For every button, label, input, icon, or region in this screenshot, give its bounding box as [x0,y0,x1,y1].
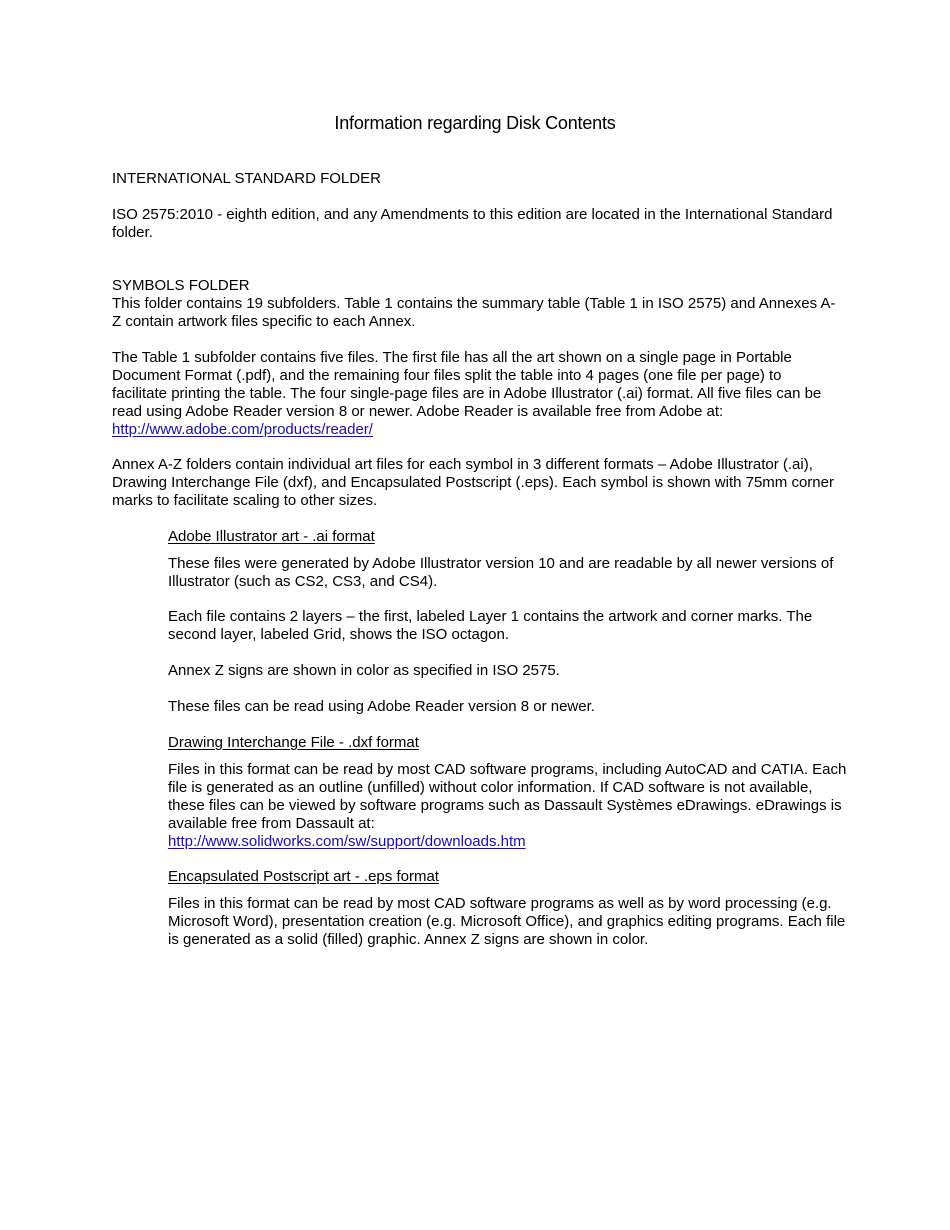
solidworks-downloads-link[interactable]: http://www.solidworks.com/sw/support/downloads.htm [168,833,526,850]
table1-paragraph [112,349,837,439]
dxf-format-paragraph [168,761,848,851]
ai-format-paragraph-3: Annex Z signs are shown in color as specified in ISO 2575. [168,662,560,679]
ai-format-paragraph-1: These files were generated by Adobe Illustrator version 10 and are readable by all newer versions of Illustrator (such as CS2, CS3, and CS4). [168,555,834,590]
adobe-reader-link[interactable]: http://www.adobe.com/products/reader/ [112,421,373,438]
dxf-format-text: Files in this format can be read by most CAD software programs, including AutoCAD and CATIA. Each file is generated as an outline (unfilled) without color information. If CAD software is not available, these files can be viewed by software programs such as Dassault Systèmes eDrawings. eDrawings is available free from Dassault at: [168,761,847,832]
page-title: Information regarding Disk Contents [334,113,616,133]
ai-format-paragraph-2: Each file contains 2 layers – the first, labeled Layer 1 contains the artwork and corner marks. The second layer, labeled Grid, shows the ISO octagon. [168,608,813,643]
symbols-heading: SYMBOLS FOLDER [112,277,250,294]
eps-format-heading: Encapsulated Postscript art - .eps format [168,868,439,885]
table1-text: The Table 1 subfolder contains five files. The first file has all the art shown on a single page in Portable Document Format (.pdf), and the remaining four files split the table into 4 pages (one file per page) to facilitate printing the table. The four single-page files are in Adobe Illustrator (.ai) format. All five files can be read using Adobe Reader version 8 or newer. Adobe Reader is available free from Adobe at: [112,349,822,420]
international-standard-text: ISO 2575:2010 - eighth edition, and any Amendments to this edition are located in the International Standard folder. [112,206,833,241]
dxf-format-heading: Drawing Interchange File - .dxf format [168,734,419,751]
international-standard-heading: INTERNATIONAL STANDARD FOLDER [112,170,381,187]
ai-format-paragraph-4: These files can be read using Adobe Reader version 8 or newer. [168,698,595,715]
symbols-intro-text: This folder contains 19 subfolders. Table 1 contains the summary table (Table 1 in ISO 2575) and Annexes A-Z contain artwork files specific to each Annex. [112,295,836,330]
ai-format-heading: Adobe Illustrator art - .ai format [168,528,375,545]
annex-text: Annex A-Z folders contain individual art files for each symbol in 3 different formats – Adobe Illustrator (.ai), Drawing Interchange File (dxf), and Encapsulated Postscript (.eps). Each symbol is shown with 75mm corner marks to facilitate scaling to other sizes. [112,456,834,509]
eps-format-text: Files in this format can be read by most CAD software programs as well as by word processing (e.g. Microsoft Word), presentation creation (e.g. Microsoft Office), and graphics editing programs. Each file is generated as a solid (filled) graphic. Annex Z signs are shown in color. [168,895,846,948]
